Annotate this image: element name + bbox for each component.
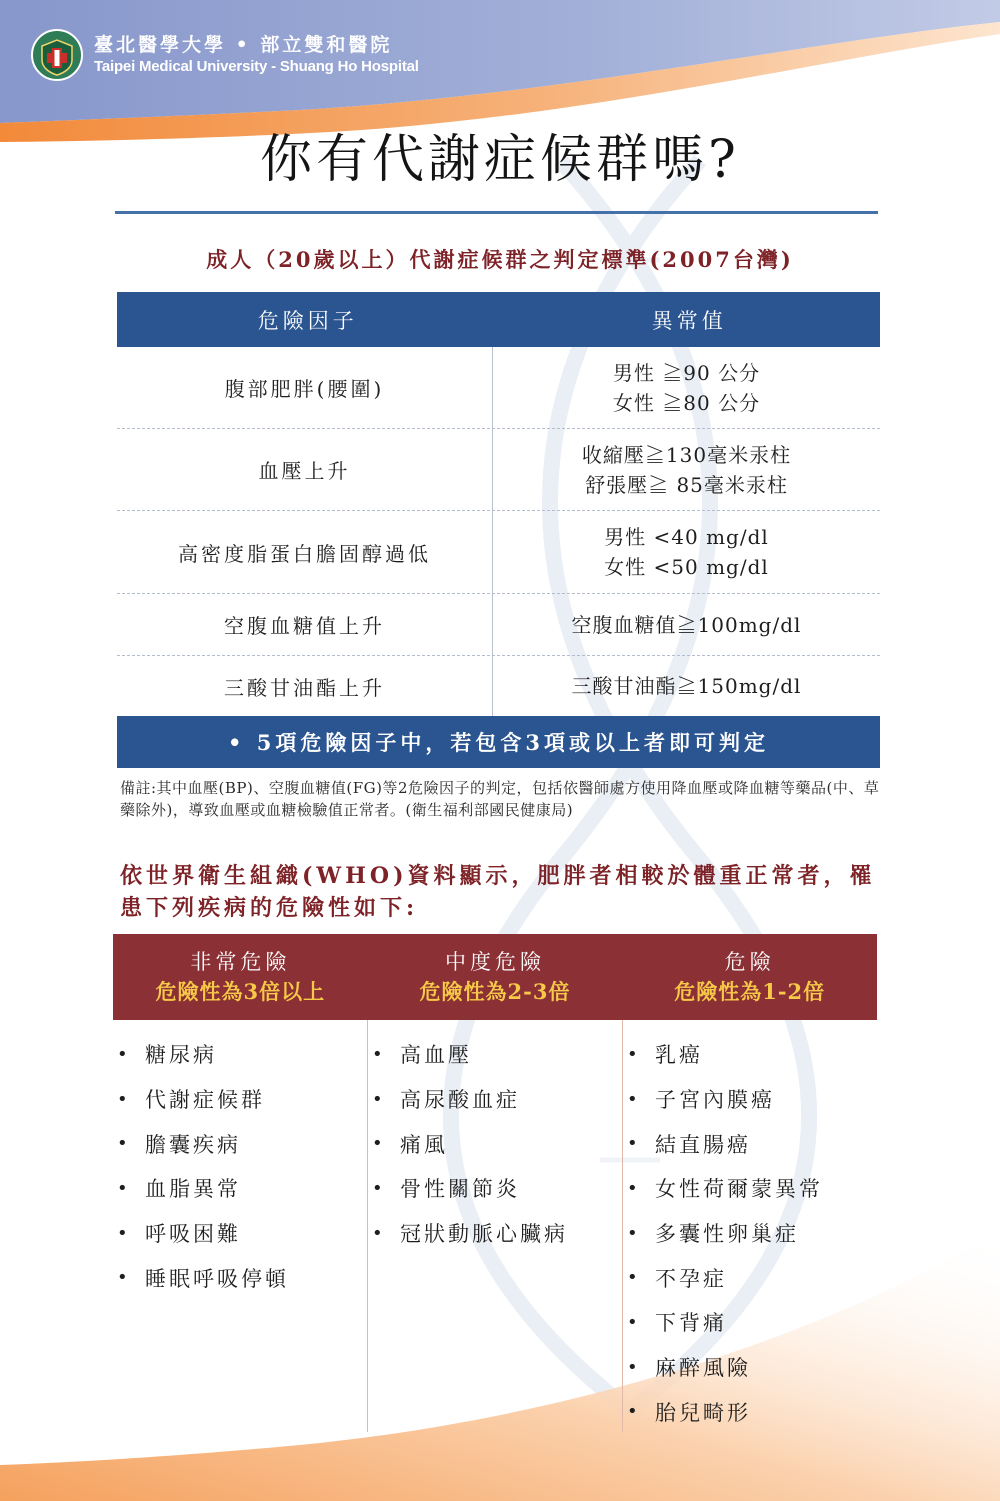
risk-table-header [113, 934, 877, 1020]
table-row [117, 511, 880, 594]
criteria-table [117, 292, 880, 768]
list-item: • 痛風 [372, 1132, 448, 1157]
risk-level-label: 中度危險 [445, 950, 545, 974]
criteria-caption: 成人（20歲以上）代謝症候群之判定標準(2007台灣) [206, 247, 794, 272]
list-item: • 不孕症 [627, 1266, 727, 1291]
risk-factor-cell: 空腹血糖值上升 [117, 594, 493, 655]
risk-level-header [622, 934, 877, 1020]
column-header-abnormal-value: 異常值 [651, 308, 727, 333]
bullet-icon: • [372, 1222, 386, 1244]
list-item: • 高尿酸血症 [372, 1088, 520, 1113]
list-item: • 骨性關節炎 [372, 1177, 520, 1202]
abnormal-value-line: 女性 <50 mg/dl [604, 555, 769, 579]
list-item: • 冠狀動脈心臟病 [372, 1222, 568, 1247]
bullet-icon: • [372, 1088, 386, 1110]
risk-level-header [113, 934, 368, 1020]
risk-level-label: 非常危險 [190, 950, 291, 974]
abnormal-value-line: 男性 ≧90 公分 [612, 360, 761, 385]
abnormal-value-line: 男性 <40 mg/dl [604, 525, 769, 549]
bullet-icon: • [372, 1177, 386, 1199]
list-item: • 睡眠呼吸停頓 [117, 1266, 289, 1291]
list-item: • 女性荷爾蒙異常 [627, 1177, 823, 1202]
bullet-icon: • [627, 1222, 641, 1244]
abnormal-value-line: 舒張壓≧ 85毫米汞柱 [585, 472, 788, 497]
risk-multiplier-label: 危險性為1-2倍 [674, 979, 826, 1004]
table-row [117, 429, 880, 511]
who-intro-text: 依世界衛生組織(WHO)資料顯示，肥胖者相較於體重正常者，罹患下列疾病的危險性如下: [120, 863, 876, 921]
risk-multiplier-label: 危險性為2-3倍 [419, 979, 571, 1004]
risk-factor-cell: 血壓上升 [117, 429, 493, 510]
risk-factor-cell: 腹部肥胖(腰圍) [117, 347, 493, 428]
disease-list [368, 1032, 622, 1255]
list-item: • 呼吸困難 [117, 1222, 241, 1247]
list-item: • 結直腸癌 [627, 1132, 751, 1157]
table-row [117, 347, 880, 429]
hospital-name-en: Taipei Medical University - Shuang Ho Hospital [94, 58, 419, 75]
bullet-icon: • [627, 1043, 641, 1065]
disease-list [623, 1032, 877, 1434]
risk-level-label: 危險 [724, 950, 775, 974]
hospital-logo [30, 28, 419, 82]
list-item: • 下背痛 [627, 1311, 727, 1336]
bullet-icon: • [117, 1267, 131, 1289]
table-row [117, 594, 880, 656]
disease-column-risk [623, 1020, 877, 1432]
abnormal-value-line: 空腹血糖值≧100mg/dl [571, 612, 802, 637]
bullet-icon: • [627, 1133, 641, 1155]
bullet-icon: • [117, 1043, 131, 1065]
list-item: • 麻醉風險 [627, 1356, 751, 1381]
bullet-icon: • [627, 1401, 641, 1423]
disease-column-very-high [113, 1020, 367, 1432]
list-item: • 子宮內膜癌 [627, 1088, 775, 1113]
abnormal-value-line: 女性 ≧80 公分 [612, 390, 761, 415]
abnormal-value-line: 三酸甘油酯≧150mg/dl [571, 674, 802, 698]
bullet-icon: • [627, 1177, 641, 1199]
list-item: • 代謝症候群 [117, 1088, 265, 1113]
bullet-icon: • [627, 1311, 641, 1333]
risk-factor-cell: 高密度脂蛋白膽固醇過低 [117, 511, 493, 593]
criteria-table-header [117, 292, 880, 347]
disease-list [113, 1032, 367, 1300]
abnormal-value-cell [493, 594, 880, 655]
abnormal-value-cell [493, 511, 880, 593]
abnormal-value-cell [493, 656, 880, 716]
column-header-risk-factor: 危險因子 [257, 308, 358, 333]
list-item: • 乳癌 [627, 1043, 703, 1068]
risk-multiplier-label: 危險性為3倍以上 [155, 979, 326, 1004]
criteria-rule-banner: • 5項危險因子中，若包含3項或以上者即可判定 [117, 716, 880, 768]
risk-table-body [113, 1020, 877, 1432]
bullet-icon: • [117, 1222, 131, 1244]
bullet-icon: • [117, 1177, 131, 1199]
bullet-icon: • [372, 1133, 386, 1155]
abnormal-value-cell [493, 347, 880, 428]
hospital-emblem-icon [30, 28, 84, 82]
obesity-risk-table [113, 934, 877, 1432]
list-item: • 胎兒畸形 [627, 1400, 751, 1425]
list-item: • 高血壓 [372, 1043, 472, 1068]
hospital-name-zh: 臺北醫學大學 • 部立雙和醫院 [94, 34, 393, 56]
bullet-icon: • [627, 1267, 641, 1289]
risk-factor-cell: 三酸甘油酯上升 [117, 656, 493, 716]
list-item: • 血脂異常 [117, 1177, 241, 1202]
table-row [117, 656, 880, 716]
bullet-icon: • [627, 1356, 641, 1378]
abnormal-value-cell [493, 429, 880, 510]
list-item: • 糖尿病 [117, 1043, 217, 1068]
bullet-icon: • [117, 1133, 131, 1155]
disease-column-moderate [367, 1020, 623, 1432]
bullet-icon: • [117, 1088, 131, 1110]
list-item: • 多囊性卵巢症 [627, 1222, 799, 1247]
page-title: 你有代謝症候群嗎? [260, 130, 740, 190]
criteria-note: 備註:其中血壓(BP)、空腹血糖值(FG)等2危險因子的判定，包括依醫師處方使用降血壓或降血糖等藥品(中、草藥除外)，導致血壓或血糖檢驗值正常者。(衛生福利部國民健康局) [120, 779, 880, 819]
bullet-icon: • [372, 1043, 386, 1065]
risk-level-header [368, 934, 623, 1020]
abnormal-value-line: 收縮壓≧130毫米汞柱 [581, 442, 792, 467]
title-divider [115, 211, 878, 214]
list-item: • 膽囊疾病 [117, 1132, 241, 1157]
bullet-icon: • [627, 1088, 641, 1110]
